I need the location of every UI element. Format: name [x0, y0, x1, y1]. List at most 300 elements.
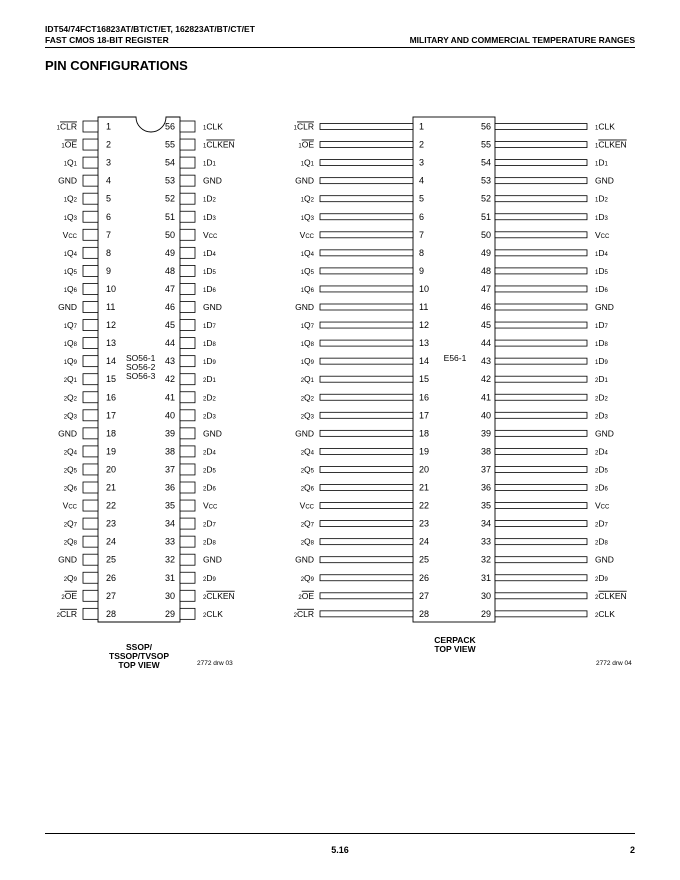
cerpack-pin-label: VCC	[595, 500, 610, 511]
cerpack-pin-label: 2Q7	[300, 518, 314, 529]
cerpack-pin-lead	[320, 160, 413, 166]
ssop-pin-lead	[83, 338, 98, 349]
cerpack-pin-lead	[495, 196, 587, 202]
ssop-pin-label: 2CLR	[56, 608, 77, 619]
cerpack-pin-lead	[320, 448, 413, 454]
cerpack-pin-label: 2D1	[595, 374, 608, 385]
cerpack-caption	[434, 635, 476, 654]
cerpack-pin-lead	[320, 394, 413, 400]
cerpack-pin-lead	[495, 358, 587, 364]
cerpack-pin-label: GND	[595, 175, 614, 186]
ssop-pin-lead	[83, 283, 98, 294]
ssop-pin-number: 23	[106, 518, 117, 529]
cerpack-pin-lead	[320, 214, 413, 220]
cerpack-pin-lead	[320, 286, 413, 292]
ssop-pin-number: 3	[106, 157, 112, 168]
cerpack-pin-label: 1D6	[595, 283, 608, 294]
ssop-pin-label: 1CLK	[203, 121, 223, 132]
ssop-pin-lead	[180, 608, 195, 619]
ssop-pin-label: GND	[203, 302, 222, 312]
cerpack-pin-lead	[495, 539, 587, 545]
ssop-pin-lead	[180, 446, 195, 457]
cerpack-pin-label: 1D7	[595, 320, 608, 331]
ssop-pin-lead	[83, 374, 98, 385]
cerpack-pin-lead	[320, 124, 413, 130]
ssop-pin-number: 20	[106, 464, 117, 475]
cerpack-pin-number: 14	[419, 356, 430, 367]
ssop-pin-lead	[83, 428, 98, 439]
cerpack-pin-label: GND	[595, 554, 614, 565]
cerpack-pin-lead	[320, 466, 413, 472]
cerpack-pin-label: 2D2	[595, 392, 608, 403]
header-part-numbers: IDT54/74FCT16823AT/BT/CT/ET, 162823AT/BT/CT/ET	[45, 24, 255, 34]
cerpack-pin-label: 2D6	[595, 482, 608, 493]
cerpack-pin-number: 18	[419, 428, 430, 439]
ssop-pin-label: 2Q3	[63, 410, 77, 421]
ssop-pin-lead	[83, 572, 98, 583]
ssop-pin-number: 35	[164, 500, 175, 511]
ssop-pin-lead	[83, 193, 98, 204]
ssop-pin-number: 36	[164, 482, 175, 493]
ssop-pin-label: 1D1	[203, 157, 216, 168]
cerpack-pin-lead	[320, 485, 413, 491]
cerpack-pin-lead	[495, 503, 587, 509]
cerpack-pin-number: 1	[419, 121, 425, 132]
ssop-pin-label: 1D6	[203, 283, 216, 294]
ssop-pin-label: 2Q9	[63, 572, 77, 583]
cerpack-diagram	[294, 117, 627, 622]
ssop-pin-lead	[180, 338, 195, 349]
cerpack-pin-number: 13	[419, 338, 430, 349]
cerpack-pin-number: 17	[419, 410, 430, 421]
cerpack-pin-label: VCC	[299, 500, 314, 511]
cerpack-pin-label: VCC	[595, 229, 610, 240]
cerpack-pin-number: 25	[419, 554, 430, 565]
cerpack-pin-label: 2Q1	[300, 374, 314, 385]
cerpack-pin-number: 9	[419, 265, 425, 276]
cerpack-pin-lead	[495, 304, 587, 310]
cerpack-pin-number: 27	[419, 590, 430, 601]
ssop-pin-lead	[83, 175, 98, 186]
cerpack-pin-number: 51	[480, 211, 491, 222]
cerpack-pin-lead	[495, 160, 587, 166]
ssop-pin-number: 38	[164, 446, 175, 457]
ssop-pin-number: 22	[106, 500, 117, 511]
cerpack-pin-label: 1Q6	[300, 283, 314, 294]
ssop-pin-number: 41	[164, 392, 175, 403]
ssop-pin-lead	[180, 121, 195, 132]
ssop-pin-lead	[180, 554, 195, 565]
cerpack-pin-number: 20	[419, 464, 430, 475]
ssop-pin-number: 43	[164, 356, 175, 367]
cerpack-pin-lead	[320, 539, 413, 545]
ssop-pin-lead	[180, 283, 195, 294]
ssop-pin-label: 2D1	[203, 374, 216, 385]
cerpack-pin-label: 1CLR	[293, 121, 314, 132]
ssop-pin-label: 2Q6	[63, 482, 77, 493]
ssop-pin-label: 1D3	[203, 211, 216, 222]
cerpack-pin-lead	[320, 250, 413, 256]
ssop-pin-number: 8	[106, 247, 112, 258]
cerpack-pin-number: 47	[480, 283, 491, 294]
cerpack-pin-number: 4	[419, 175, 425, 186]
ssop-pin-number: 30	[164, 590, 175, 601]
cerpack-pin-number: 16	[419, 392, 430, 403]
cerpack-pin-number: 36	[480, 482, 491, 493]
cerpack-pin-lead	[320, 232, 413, 238]
cerpack-pin-label: GND	[295, 302, 314, 312]
ssop-pin-lead	[83, 590, 98, 601]
cerpack-pin-number: 42	[480, 374, 491, 385]
footer-section-number: 5.16	[331, 845, 349, 855]
ssop-pin-number: 17	[106, 410, 117, 421]
ssop-pin-label: 1Q6	[63, 283, 77, 294]
ssop-caption-line: SSOP/	[126, 642, 152, 652]
ssop-pin-number: 2	[106, 139, 112, 150]
cerpack-pin-lead	[320, 521, 413, 527]
ssop-pin-label: 2Q4	[63, 446, 77, 457]
cerpack-pin-lead	[495, 286, 587, 292]
ssop-pin-number: 6	[106, 211, 112, 222]
cerpack-pin-number: 29	[480, 608, 491, 619]
ssop-pin-lead	[180, 193, 195, 204]
cerpack-pin-label: GND	[595, 428, 614, 439]
ssop-pin-lead	[180, 374, 195, 385]
ssop-pin-number: 52	[164, 193, 175, 204]
ssop-pin-number: 31	[164, 572, 175, 583]
cerpack-pin-number: 22	[419, 500, 430, 511]
ssop-pin-label: GND	[58, 554, 77, 565]
cerpack-pin-number: 49	[480, 247, 491, 258]
cerpack-pin-label: 2CLK	[595, 608, 615, 619]
ssop-pin-lead	[180, 392, 195, 403]
cerpack-pin-label: 2D7	[595, 518, 608, 529]
cerpack-pin-number: 2	[419, 139, 425, 150]
ssop-pin-lead	[180, 572, 195, 583]
ssop-caption	[109, 642, 169, 670]
ssop-pin-lead	[83, 464, 98, 475]
ssop-pin-number: 10	[106, 283, 117, 294]
ssop-pin-lead	[83, 608, 98, 619]
ssop-pin-label: 2D5	[203, 464, 216, 475]
cerpack-pin-lead	[495, 376, 587, 382]
ssop-pin-lead	[180, 500, 195, 511]
cerpack-pin-lead	[495, 214, 587, 220]
ssop-pin-label: 2D3	[203, 410, 216, 421]
cerpack-pin-number: 38	[480, 446, 491, 457]
ssop-pin-label: GND	[203, 428, 222, 439]
ssop-pin-number: 26	[106, 572, 117, 583]
cerpack-pin-label: 1OE	[298, 139, 314, 150]
ssop-pin-lead	[83, 410, 98, 421]
cerpack-pin-lead	[495, 322, 587, 328]
cerpack-pin-number: 11	[419, 302, 429, 312]
cerpack-pin-number: 44	[480, 338, 491, 349]
ssop-pin-number: 9	[106, 265, 112, 276]
ssop-pin-lead	[83, 356, 98, 367]
cerpack-pin-label: 1Q8	[300, 338, 314, 349]
cerpack-pin-label: 1D5	[595, 265, 608, 276]
ssop-caption-line: TSSOP/TVSOP	[109, 651, 169, 661]
cerpack-pin-number: 23	[419, 518, 430, 529]
header-product-name: FAST CMOS 18-BIT REGISTER	[45, 35, 169, 45]
cerpack-pin-number: 37	[480, 464, 491, 475]
ssop-pin-label: VCC	[62, 500, 77, 511]
cerpack-pin-label: 2Q5	[300, 464, 314, 475]
ssop-pin-lead	[83, 157, 98, 168]
ssop-pin-lead	[83, 518, 98, 529]
cerpack-pin-label: 2Q8	[300, 536, 314, 547]
ssop-pin-lead	[83, 554, 98, 565]
ssop-pin-label: 1D4	[203, 247, 216, 258]
ssop-pin-lead	[83, 302, 98, 313]
ssop-pin-lead	[180, 518, 195, 529]
cerpack-pin-lead	[320, 142, 413, 148]
ssop-pin-label: 2D6	[203, 482, 216, 493]
ssop-pin-label: 1Q7	[63, 320, 77, 331]
cerpack-pin-lead	[495, 178, 587, 184]
ssop-pin-label: 1D8	[203, 338, 216, 349]
ssop-pin-label: 2D2	[203, 392, 216, 403]
cerpack-pin-number: 21	[419, 482, 430, 493]
ssop-pin-number: 53	[164, 175, 175, 186]
ssop-pin-number: 13	[106, 338, 117, 349]
ssop-pin-label: GND	[58, 302, 77, 312]
ssop-pin-lead	[83, 139, 98, 150]
cerpack-pin-number: 33	[480, 536, 491, 547]
cerpack-pin-lead	[320, 430, 413, 436]
cerpack-pin-label: 2Q3	[300, 410, 314, 421]
cerpack-pin-number: 26	[419, 572, 430, 583]
cerpack-pin-lead	[495, 575, 587, 581]
cerpack-pin-number: 53	[480, 175, 491, 186]
ssop-pin-number: 55	[164, 139, 175, 150]
ssop-pin-number: 11	[106, 302, 116, 312]
cerpack-pin-label: 2Q4	[300, 446, 314, 457]
ssop-pin-label: 1D5	[203, 265, 216, 276]
ssop-pin-lead	[83, 211, 98, 222]
cerpack-pin-lead	[320, 304, 413, 310]
ssop-pin-label: 2CLK	[203, 608, 223, 619]
ssop-pin-label: 1Q3	[63, 211, 77, 222]
cerpack-pin-number: 45	[480, 320, 491, 331]
cerpack-package-code: E56-1	[443, 353, 467, 363]
ssop-pin-lead	[180, 211, 195, 222]
cerpack-pin-number: 32	[480, 554, 491, 565]
ssop-pin-lead	[83, 446, 98, 457]
ssop-pin-label: 2D4	[203, 446, 216, 457]
ssop-pin-label: 2D8	[203, 536, 216, 547]
ssop-pin-number: 51	[164, 211, 175, 222]
ssop-pin-number: 40	[164, 410, 175, 421]
cerpack-pin-lead	[495, 430, 587, 436]
ssop-pin-label: 2Q2	[63, 392, 77, 403]
cerpack-pin-lead	[320, 268, 413, 274]
ssop-package-codes	[126, 353, 156, 381]
cerpack-pin-number: 35	[480, 500, 491, 511]
ssop-pin-label: 1Q5	[63, 265, 77, 276]
ssop-pin-lead	[83, 482, 98, 493]
ssop-pin-label: GND	[58, 428, 77, 439]
ssop-pin-number: 15	[106, 374, 117, 385]
ssop-package-code: SO56-1	[126, 353, 156, 363]
ssop-pin-number: 27	[106, 590, 117, 601]
cerpack-pin-number: 34	[480, 518, 491, 529]
cerpack-pin-number: 24	[419, 536, 430, 547]
ssop-pin-number: 54	[164, 157, 175, 168]
ssop-pin-label: 1OE	[61, 139, 77, 150]
ssop-pin-lead	[83, 320, 98, 331]
ssop-pin-label: 1D7	[203, 320, 216, 331]
cerpack-pin-lead	[320, 575, 413, 581]
cerpack-pin-number: 40	[480, 410, 491, 421]
ssop-pin-label: 1Q1	[63, 157, 77, 168]
ssop-pin-label: 1CLR	[56, 121, 77, 132]
cerpack-pin-lead	[495, 412, 587, 418]
cerpack-pin-label: 2D5	[595, 464, 608, 475]
cerpack-pin-number: 52	[480, 193, 491, 204]
ssop-pin-number: 48	[164, 265, 175, 276]
cerpack-pin-label: 1Q7	[300, 320, 314, 331]
ssop-pin-label: 2Q1	[63, 374, 77, 385]
ssop-pin-number: 5	[106, 193, 112, 204]
ssop-pin-lead	[83, 229, 98, 240]
ssop-pin-label: 1D2	[203, 193, 216, 204]
ssop-pin-number: 32	[164, 554, 175, 565]
cerpack-pin-lead	[495, 611, 587, 617]
ssop-pin-number: 33	[164, 536, 175, 547]
cerpack-pin-label: 2OE	[298, 590, 314, 601]
cerpack-pin-label: 1Q3	[300, 211, 314, 222]
ssop-caption-line: TOP VIEW	[118, 660, 160, 670]
ssop-pin-lead	[83, 265, 98, 276]
cerpack-pin-lead	[320, 611, 413, 617]
ssop-pin-label: 2CLKEN	[203, 590, 235, 601]
cerpack-pin-number: 19	[419, 446, 430, 457]
ssop-pin-number: 44	[164, 338, 175, 349]
ssop-pin-lead	[83, 121, 98, 132]
ssop-pin-number: 14	[106, 356, 117, 367]
cerpack-pin-number: 43	[480, 356, 491, 367]
ssop-pin-lead	[83, 392, 98, 403]
cerpack-pin-lead	[320, 376, 413, 382]
ssop-package-code: SO56-3	[126, 371, 156, 381]
cerpack-pin-label: 1Q1	[300, 157, 314, 168]
ssop-pin-number: 46	[164, 302, 175, 312]
ssop-pin-lead	[180, 320, 195, 331]
cerpack-pin-number: 55	[480, 139, 491, 150]
ssop-pin-lead	[180, 482, 195, 493]
cerpack-drawing-note: 2772 drw 04	[596, 660, 632, 667]
cerpack-pin-lead	[495, 250, 587, 256]
cerpack-pin-label: 1D8	[595, 338, 608, 349]
cerpack-pin-label: 2D3	[595, 410, 608, 421]
ssop-pin-label: 1Q4	[63, 247, 77, 258]
cerpack-pin-label: 1Q9	[300, 356, 314, 367]
ssop-drawing-note: 2772 drw 03	[197, 660, 233, 667]
ssop-pin-number: 50	[164, 229, 175, 240]
footer-rule	[45, 833, 635, 834]
ssop-pin-lead	[83, 536, 98, 547]
cerpack-pin-label: 2Q9	[300, 572, 314, 583]
cerpack-pin-lead	[320, 196, 413, 202]
ssop-pin-lead	[180, 536, 195, 547]
cerpack-pin-lead	[495, 485, 587, 491]
ssop-pin-number: 21	[106, 482, 117, 493]
ssop-pin-label: 1Q2	[63, 193, 77, 204]
ssop-pin-number: 42	[164, 374, 175, 385]
ssop-pin-lead	[180, 139, 195, 150]
cerpack-pin-number: 31	[480, 572, 491, 583]
cerpack-pin-number: 30	[480, 590, 491, 601]
cerpack-caption-line: CERPACK	[434, 635, 476, 645]
cerpack-pin-label: VCC	[299, 229, 314, 240]
ssop-pin-number: 12	[106, 320, 117, 331]
cerpack-pin-lead	[320, 358, 413, 364]
ssop-pin-lead	[180, 302, 195, 313]
page-title: PIN CONFIGURATIONS	[45, 58, 188, 73]
cerpack-pin-label: GND	[595, 302, 614, 312]
ssop-pin-lead	[83, 500, 98, 511]
cerpack-pin-label: 1D3	[595, 211, 608, 222]
ssop-pin-number: 34	[164, 518, 175, 529]
cerpack-pin-label: 1D9	[595, 356, 608, 367]
ssop-pin-number: 7	[106, 229, 112, 240]
ssop-pin-label: VCC	[62, 229, 77, 240]
ssop-pin-lead	[180, 265, 195, 276]
ssop-pin-lead	[180, 157, 195, 168]
cerpack-pin-lead	[320, 503, 413, 509]
cerpack-pin-lead	[320, 340, 413, 346]
cerpack-pin-lead	[320, 322, 413, 328]
cerpack-pin-number: 50	[480, 229, 491, 240]
cerpack-pin-label: GND	[295, 554, 314, 565]
ssop-pin-label: 1Q8	[63, 338, 77, 349]
cerpack-pin-lead	[320, 593, 413, 599]
cerpack-pin-label: GND	[295, 175, 314, 186]
ssop-pin-number: 49	[164, 247, 175, 258]
ssop-pin-number: 25	[106, 554, 117, 565]
cerpack-pin-label: 1Q5	[300, 265, 314, 276]
cerpack-pin-lead	[495, 268, 587, 274]
ssop-pin-number: 45	[164, 320, 175, 331]
cerpack-pin-label: 1CLKEN	[595, 139, 627, 150]
ssop-pin-label: VCC	[203, 229, 218, 240]
cerpack-pin-lead	[495, 466, 587, 472]
cerpack-pin-label: 2D4	[595, 446, 608, 457]
cerpack-pin-lead	[320, 412, 413, 418]
cerpack-pin-label: 2CLR	[293, 608, 314, 619]
cerpack-pin-lead	[495, 124, 587, 130]
cerpack-pin-lead	[495, 394, 587, 400]
cerpack-pin-label: GND	[295, 428, 314, 439]
ssop-pin-label: 2D7	[203, 518, 216, 529]
ssop-pin-number: 1	[106, 121, 112, 132]
cerpack-pin-lead	[495, 557, 587, 563]
ssop-pin-lead	[180, 410, 195, 421]
ssop-pin-label: GND	[203, 175, 222, 186]
cerpack-pin-number: 12	[419, 320, 430, 331]
ssop-pin-lead	[180, 464, 195, 475]
ssop-pin-number: 16	[106, 392, 117, 403]
ssop-pin-number: 4	[106, 175, 112, 186]
ssop-pin-lead	[180, 428, 195, 439]
cerpack-pin-label: 1D2	[595, 193, 608, 204]
ssop-pin-label: VCC	[203, 500, 218, 511]
ssop-pin-lead	[180, 247, 195, 258]
cerpack-pin-number: 10	[419, 283, 430, 294]
ssop-pin-label: 2Q5	[63, 464, 77, 475]
